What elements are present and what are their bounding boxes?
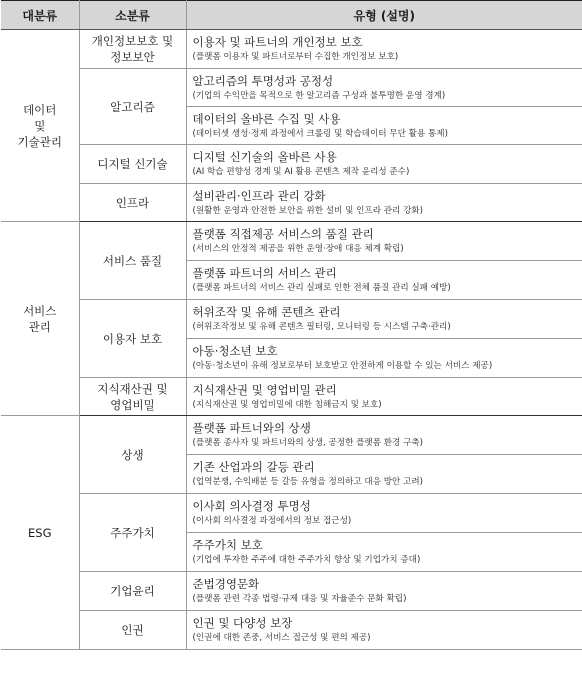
type-description: (데이터셋 생성·정제 과정에서 크롤링 및 학습데이터 무단 활용 통제) <box>192 128 448 139</box>
type-title: 알고리즘의 투명성과 공정성 <box>192 73 334 88</box>
type-cell <box>186 107 582 145</box>
type-cell <box>186 611 582 650</box>
type-description: (AI 학습 편향성 경계 및 AI 활용 콘텐츠 제작 윤리성 준수) <box>192 167 410 177</box>
type-cell <box>186 455 582 494</box>
minor-category: 개인정보보호 및 정보보안 <box>79 30 186 69</box>
type-cell <box>186 416 582 455</box>
minor-category: 주주가치 <box>79 494 186 572</box>
type-description: (기업의 수익만을 목적으로 한 알고리즘 구성과 불투명한 운영 경계) <box>192 90 446 101</box>
header-minor: 소분류 <box>79 1 186 30</box>
type-description: (플랫폼 이용자 및 파트너로부터 수집한 개인정보 보호) <box>192 52 399 62</box>
type-title: 준법경영문화 <box>192 577 260 591</box>
type-title: 플랫폼 파트너의 서비스 관리 <box>192 266 337 280</box>
type-title: 데이터의 올바른 수집 및 사용 <box>192 111 341 126</box>
type-title: 플랫폼 직접제공 서비스의 품질 관리 <box>192 227 374 241</box>
minor-category: 디지털 신기술 <box>79 145 186 184</box>
type-title: 지식재산권 및 영업비밀 관리 <box>192 382 337 397</box>
type-cell <box>186 30 582 69</box>
type-title: 이용자 및 파트너의 개인정보 보호 <box>192 35 363 49</box>
table-row <box>1 416 582 455</box>
minor-category: 이용자 보호 <box>79 300 186 378</box>
type-description: (서비스의 안정적 제공을 위한 운영·장애 대응 체계 확립) <box>192 244 404 254</box>
header-row <box>1 1 582 30</box>
type-description: (아동·청소년이 유해 정보로부터 보호받고 안전하게 이용할 수 있는 서비스 제공) <box>192 361 493 371</box>
minor-category: 서비스 품질 <box>79 222 186 300</box>
type-description: (기업에 투자한 주주에 대한 주주가치 향상 및 기업가치 증대) <box>192 555 421 565</box>
type-description: (업역분쟁, 수익배분 등 갈등 유형을 정의하고 대응 방안 고려) <box>192 477 424 487</box>
type-cell <box>186 378 582 416</box>
type-description: (플랫폼 파트너의 서비스 관리 실패로 인한 전체 품질 관리 실패 예방) <box>192 283 451 293</box>
minor-category: 기업윤리 <box>79 572 186 611</box>
minor-category: 인권 <box>79 611 186 650</box>
table-row <box>1 30 582 69</box>
table-row <box>1 69 582 107</box>
minor-category: 지식재산권 및 영업비밀 <box>79 378 186 416</box>
type-title: 허위조작 및 유해 콘텐츠 관리 <box>192 305 341 319</box>
table-row <box>1 611 582 650</box>
type-title: 아동·청소년 보호 <box>192 344 278 358</box>
table-row <box>1 145 582 184</box>
type-description: (플랫폼 종사자 및 파트너와의 상생, 공정한 플랫폼 환경 구축) <box>192 438 424 448</box>
major-category: 서비스 관리 <box>1 222 79 416</box>
classification-table <box>1 0 582 650</box>
major-category: 데이터 및 기술관리 <box>1 30 79 222</box>
type-description: (플랫폼 관련 각종 법령·규제 대응 및 자율준수 문화 확립) <box>192 594 407 604</box>
type-title: 인권 및 다양성 보장 <box>192 616 293 630</box>
header-type: 유형 (설명) <box>186 1 582 30</box>
type-title: 설비관리·인프라 관리 강화 <box>192 188 326 203</box>
minor-category: 상생 <box>79 416 186 494</box>
table-row <box>1 378 582 416</box>
type-cell <box>186 145 582 184</box>
minor-category: 알고리즘 <box>79 69 186 145</box>
table-row <box>1 222 582 261</box>
table-row <box>1 300 582 339</box>
type-description: (허위조작정보 및 유해 콘텐츠 필터링, 모니터링 등 시스템 구축·관리) <box>192 322 451 332</box>
type-title: 플랫폼 파트너와의 상생 <box>192 421 311 435</box>
type-cell <box>186 69 582 107</box>
type-cell <box>186 339 582 378</box>
table-row <box>1 572 582 611</box>
table-row <box>1 494 582 533</box>
type-cell <box>186 494 582 533</box>
type-description: (인권에 대한 존중, 서비스 접근성 및 편의 제공) <box>192 633 371 643</box>
type-cell <box>186 533 582 572</box>
header-major: 대분류 <box>1 1 79 30</box>
type-cell <box>186 184 582 222</box>
type-cell <box>186 300 582 339</box>
major-category: ESG <box>1 416 79 650</box>
type-title: 기존 산업과의 갈등 관리 <box>192 460 315 474</box>
type-description: (지식재산권 및 영업비밀에 대한 침해금지 및 보호) <box>192 399 382 410</box>
type-description: (이사회 의사결정 과정에서의 정보 접근성) <box>192 516 352 526</box>
minor-category: 인프라 <box>79 184 186 222</box>
type-description: (원활한 운영과 안전한 보안을 위한 설비 및 인프라 관리 강화) <box>192 205 424 216</box>
table-row <box>1 184 582 222</box>
type-title: 주주가치 보호 <box>192 538 263 552</box>
type-title: 이사회 의사결정 투명성 <box>192 499 311 513</box>
type-cell <box>186 572 582 611</box>
type-cell <box>186 222 582 261</box>
type-title: 디지털 신기술의 올바른 사용 <box>192 150 337 164</box>
type-cell <box>186 261 582 300</box>
